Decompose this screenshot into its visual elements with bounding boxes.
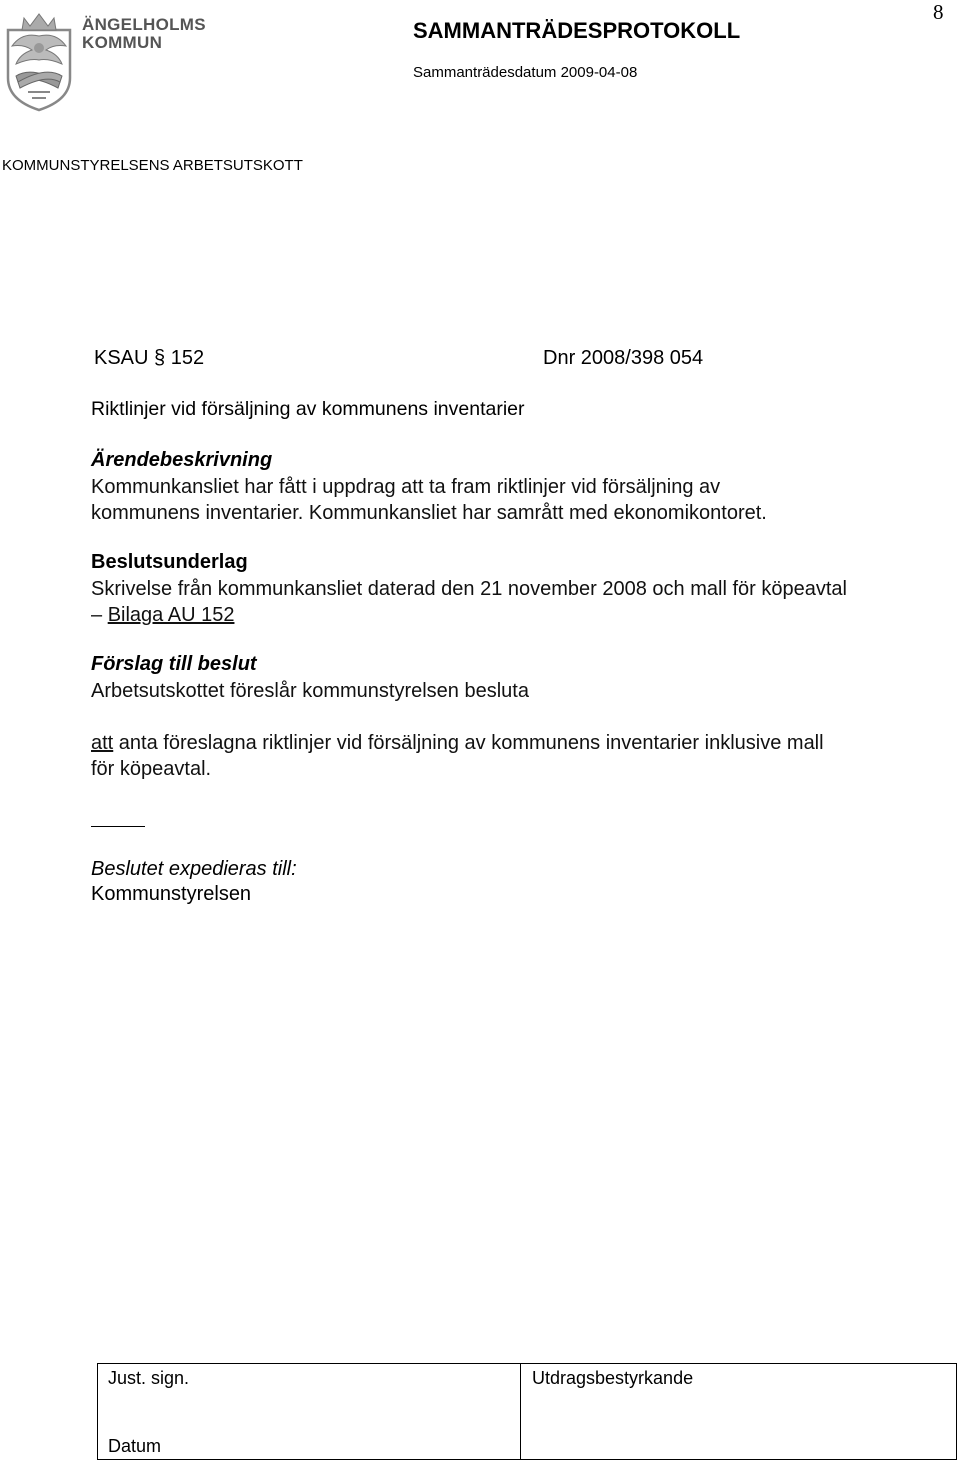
section-heading-expedieras: Beslutet expedieras till: [91, 858, 297, 880]
municipality-name-line1: ÄNGELHOLMS [82, 15, 206, 34]
case-dnr: Dnr 2008/398 054 [543, 347, 704, 369]
document-title: SAMMANTRÄDESPROTOKOLL [413, 18, 741, 43]
att-text: anta föreslagna riktlinjer vid försäljning av kommunens inventarier inklusive mall [113, 732, 824, 754]
paragraph-line: Skrivelse från kommunkansliet daterad den 21 november 2008 och mall för köpeavtal [91, 578, 847, 600]
section-heading-beslutsunderlag: Beslutsunderlag [91, 551, 248, 573]
case-paragraph-id: KSAU § 152 [94, 347, 205, 369]
label-utdragsbestyrkande: Utdragsbestyrkande [532, 1368, 694, 1388]
committee-name: KOMMUNSTYRELSENS ARBETSUTSKOTT [2, 157, 303, 174]
case-title: Riktlinjer vid försäljning av kommunens inventarier [91, 398, 525, 420]
paragraph-line: Kommunkansliet har fått i uppdrag att ta fram riktlinjer vid försäljning av [91, 476, 721, 498]
municipality-name [82, 16, 206, 52]
municipality-crest-logo [2, 8, 76, 112]
attachment-reference: Bilaga AU 152 [107, 604, 235, 626]
municipality-name-line2: KOMMUN [82, 33, 163, 52]
decision-att-clause [91, 730, 951, 782]
section-text-arendebeskrivning [91, 474, 941, 526]
att-keyword: att [91, 732, 114, 754]
section-heading-forslag: Förslag till beslut [91, 653, 257, 675]
section-text-forslag: Arbetsutskottet föreslår kommunstyrelsen besluta [91, 680, 529, 702]
separator-line [91, 826, 145, 827]
signature-box-divider [520, 1364, 521, 1459]
signature-box [97, 1363, 957, 1460]
paragraph-line [91, 602, 951, 628]
label-just-sign: Just. sign. [108, 1368, 190, 1388]
paragraph-line: kommunens inventarier. Kommunkansliet har samrått med ekonomikontoret. [91, 502, 767, 524]
section-heading-arendebeskrivning: Ärendebeskrivning [91, 449, 273, 471]
section-text-beslutsunderlag [91, 576, 951, 628]
recipient: Kommunstyrelsen [91, 883, 252, 905]
dash: – [91, 604, 103, 626]
paragraph-line: för köpeavtal. [91, 758, 212, 780]
meeting-date: Sammanträdesdatum 2009-04-08 [413, 64, 638, 81]
label-datum: Datum [108, 1436, 162, 1456]
page-number: 8 [933, 0, 944, 24]
paragraph-line [91, 730, 951, 756]
